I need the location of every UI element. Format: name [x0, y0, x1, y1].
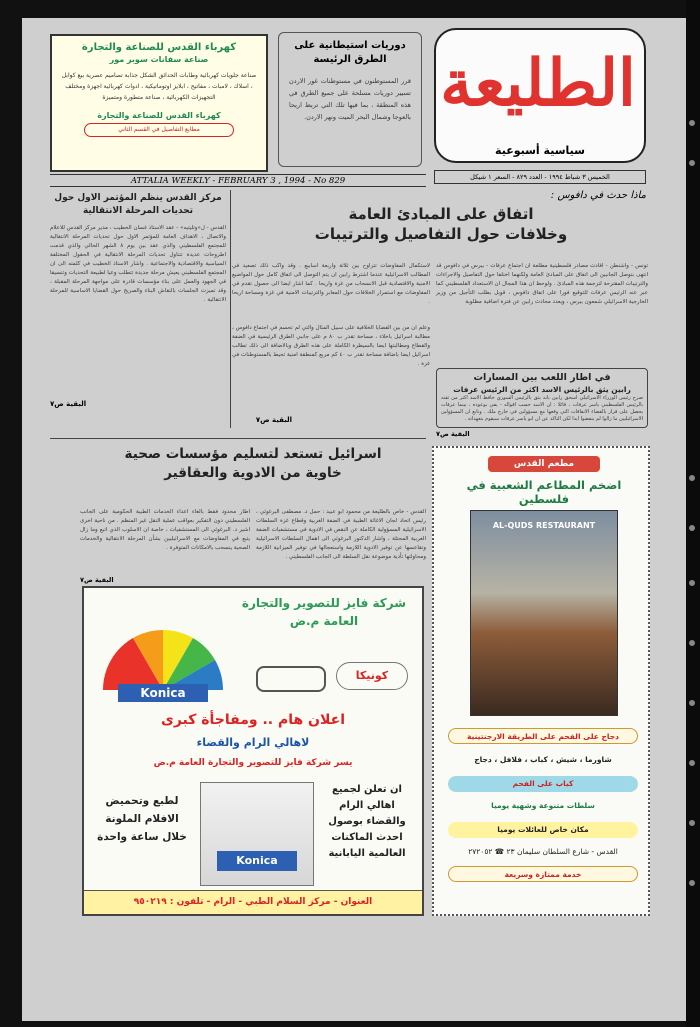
electric-ad-body: صناعة جلويات كهربائية وطابات الحدائق الشكل جذابة تصاميم عصرية بيع كوابل ، اسلاك ، لامبات ، مفاتيح ، ابلايز اوتوماتيكية ، ادوات كهربائية اجهزة ومختلف التجهيزات الكهربائية ، صناعة متطورة ومتميزة — [61, 72, 257, 101]
konica-brand-latin: Konica — [118, 684, 208, 702]
restaurant-ad — [432, 446, 650, 916]
masthead — [434, 28, 646, 163]
rabin-body: صرح رئيس الوزراء الاسرائيلي اسحق رابين بانه يثق بالرئيس السوري حافظ الاسد اكثر من ثقته بالرئيس الفلسطيني ياسر عرفات ، قائلا : ان الاسد حسب اقواله - يفي بوعوده ، بينما عرفات يحصل على قرار بالقضاء الاتفاقات التي وقعها مع مسؤولين في خارج ملك . وتابع ان المسؤولين الاسرائيليين ما زالوا لم ينفضوا ايدا لكن التاكد عن ان ابو ياسر عرفات سيقوم بتعهداته . — [441, 395, 643, 422]
restaurant-line-1: دجاج على الفحم على الطريقة الارجنتينية — [448, 728, 638, 744]
lead-headline-1: اتفاق على المبادئ العامة — [348, 205, 534, 223]
masthead-title: الطليعة — [440, 46, 636, 121]
restaurant-photo — [470, 510, 618, 716]
konica-left-text: لطبع وتحميض الافلام الملونة خلال ساعة واحدة — [97, 795, 187, 843]
lead-body-right: تونس - واشنطن - افادت مصادر فلسطينية مطلعة ان اجتماع عرفات - بيرس في دافوس قد انتهى بتوصل الجانبين الى اتفاق على المبادئ العامة ولكنهما اختلفا حول التفاصيل والاجراءات والترتيبات المقترحة لترجمة هذه المبادئ . ولوحظ ان هذا المجال ان الاستعداد الفلسطيني كما عبر عنه الرئيس عرفات للتوقيع فورا على اتفاق دافوس ، قوبل بطلب التأجيل من وزير الخارجية الاسرائيلي شمعون بيرس ، ويعدد محادث رابين عن فترة اضافية مطلوبة — [436, 263, 648, 305]
electric-ad-title: كهرباء القدس للصناعة والتجارة — [81, 42, 237, 53]
lead-headline-2: وخلافات حول التفاصيل والترتيبات — [314, 225, 568, 243]
konica-announcement: اعلان هام .. ومفاجأة كبرى — [160, 712, 345, 728]
electric-ad-footer-title: كهرباء القدس للصناعة والتجارة — [97, 111, 221, 120]
date-bar: ATTALIA WEEKLY - FEBRUARY 3 , 1994 - No 829 — [50, 174, 426, 187]
electric-ad — [50, 34, 268, 172]
rabin-continued: البقية ص٧ — [436, 430, 470, 438]
lead-body-mid2: وعلم ان من بين القضايا الخلافية على سبيل المثال والتي لم تحسم في اجتماع دافوس ، مطالبة اسرائيل باخلاء ، مساحة تقدر ب ٨٠ م على جانبي الطرق الرئيسية في الضفة والقطاع ومطالبتها ايضا بالسيطرة الكاملة على هذه الطرق وبالاضافة الى ذلك تطالب اسرائيل ايضا باضافة مساحة تقدر ب ٤٠ كم مربع كمنطقة امنية تحيط بالمستوطنات في غزة . — [232, 325, 431, 367]
konica-ad — [82, 586, 424, 916]
health-headline-2: خاوية من الادوية والعقاقير — [164, 465, 342, 481]
column-divider — [230, 190, 231, 428]
lead-body-mid: لاستكمال المفاوضات تتراوح بين ثلاثة واربعة اسابيع . وقد واكب ذلك تصعيد في المطالب الاسرائيلية عندما اشترط رابين ان يتم التوصل الى اتفاق كامل حول المواضيع الامنية والاقتصادية قبل الانسحاب من غزة واريحا . كما اشار ايضا الى حصول تقدم في المفاوضات مع استمرار الخلافات حول المعابر والترتيبات الامنية في غزة ومساحة اريحا . — [232, 263, 430, 305]
section-divider — [50, 438, 426, 439]
lead-continued: البقية ص٧ — [255, 416, 292, 424]
conference-headline: مركز القدس ينظم المؤتمر الاول حول تحديات المرحلة الانتقالية — [54, 193, 222, 216]
konica-brand-arabic: كونيكا — [336, 662, 408, 690]
copier-brand: Konica — [217, 851, 297, 871]
copier-photo — [200, 782, 314, 886]
patrols-body: قرر المستوطنون في مستوطنات غور الاردن تسيير دوريات مسلحة على جميع الطرق في هذه المنطقة ، بما فيها تلك التي تربط اريحا بالعوجا وشمال البحر الميت ونهر الاردن. — [289, 77, 411, 121]
masthead-subtitle: سياسية أسبوعية — [495, 144, 585, 157]
konica-audience: لاهالي الرام والقضاء — [196, 736, 310, 749]
rabin-box — [436, 368, 648, 428]
restaurant-line-4: سلطات متنوعة وشهية يوميا — [491, 801, 595, 810]
lead-kicker: ماذا حدث في دافوس : — [550, 190, 646, 201]
restaurant-line-3: كباب على الفحم — [448, 776, 638, 792]
electric-ad-footer-note: مطابع التفاصيل في القسم الثاني — [84, 123, 234, 137]
patrols-box — [278, 32, 422, 167]
konica-company: شركة فايز للتصوير والتجارة العامة م.ض — [241, 596, 407, 628]
conference-continued: البقية ص٧ — [50, 400, 87, 408]
rabin-kicker: في اطار اللعب بين المسارات — [473, 372, 611, 383]
health-body-left: اطار محدود فقط بالغاء اعداء الخدمات الطبية الحكومية على الجانب الفلسطيني دون التفكير بعواقب عملية النقل غير المنظم . من ناحية اخرى اشير د. البرغوثي الى المستشفيات ، خاصة ان الاسلوب الذي اتبع وما زال يتبع في المفاوضات مع الاسرائيليين بشأن المرحلة الانتقالية والخدمات الصحية ينسحب بالامكانات المتوفرة . — [80, 509, 250, 551]
restaurant-line-2: شاورما ، شيش ، كباب ، فلافل ، دجاج — [474, 755, 612, 764]
konica-pleased: يسر شركة فايز للتصوير والتجارة العامة م.ض — [153, 758, 353, 768]
patrols-headline: دوريات استيطانية على الطرق الرئيسة — [294, 40, 406, 65]
konica-footer: العنوان - مركز السلام الطبي - الرام - تلفون : ٩٥٠٢١٩ — [84, 890, 422, 914]
fax-icon — [256, 666, 326, 692]
restaurant-tagline: خدمة ممتازة وسريعة — [448, 866, 638, 882]
health-body-right: القدس - خاص بالطليعة من محمود ابو عبيد : حمل د. مصطفى البرغوثي ، رئيس اتحاد لجان الاغاثة الطبية في الضفة الغربية وقطاع غزة السلطات الاسرائيلية المسؤولية الكاملة عن النقص في الادوية في مستشفيات الضفة الغربية المحتلة ، واشار الدكتور البرغوثي الى اهمال السلطات الاسرائيلية وتقاعسها عن توفير الادوية اللازمة واستعجالها في توفير الميزانية اللازمة ومحاولتها تأدية موضوعة نقل السلطة الى الجانب الفلسطيني . — [256, 509, 426, 560]
restaurant-address: القدس - شارع السلطان سليمان ٢٣ ☎ ٢٧٢٠٥٢ — [468, 847, 618, 856]
restaurant-photo-sign: AL-QUDS RESTAURANT — [492, 521, 596, 530]
konica-right-text: ان تعلن لجميع اهالي الرام والقضاء بوصول احدث الماكنات العالمية اليابانية — [328, 784, 406, 859]
health-continued: البقية ص٧ — [80, 576, 114, 584]
health-headline-1: اسرائيل تستعد لتسليم مؤسسات صحية — [124, 446, 382, 462]
electric-ad-subtitle: صناعة سفانات سوبر مور — [109, 55, 209, 64]
health-headline-block — [80, 446, 426, 506]
rabin-headline: رابين يثق بالرئيس الاسد اكثر من الرئيس عرفات — [453, 385, 631, 394]
lead-headline-block — [232, 190, 650, 258]
restaurant-subtitle: اضخم المطاعم الشعبية في فلسطين — [466, 478, 622, 506]
restaurant-line-5: مكان خاص للعائلات يوميا — [448, 822, 638, 838]
binder-edge — [686, 0, 700, 1027]
restaurant-title: مطعم القدس — [488, 456, 600, 472]
conference-story — [50, 192, 226, 432]
conference-body: القدس - ل«وتليتيه» - عقد الاستاذ غسان الخطيب ، مدير مركز القدس للاعلام والاتصال ، الاهداف العامة للمؤتمر الاول حول تحديات المرحلة الانتقالية للمجتمع الفلسطيني والذي عقد بين يوم ٨ الشهر الحالي والذي قدمت اطروحات عديدة تتناول تحديات المرحلة الانتقالية في الحقول المختلفة السياسية والاقتصادية والاجتماعية . واشار الاستاذ الخطيب في كلمته الى ان المجتمع الفلسطيني يعيش مرحلة جديدة تتطلب وعيا لطبيعة التحديات وتنسيقا في الجهود والعمل على بناء مؤسسات قادرة على مواجهة المرحلة المقبلة ، وقد تميزت الجلسات بالنقاش البناء والصريح حول القضايا الاساسية للمرحلة الانتقالية . — [50, 225, 226, 303]
issue-line: الخميس ٣ شباط ١٩٩٤ - العدد ٨٢٩ - السعر ١ شيكل — [434, 170, 646, 184]
